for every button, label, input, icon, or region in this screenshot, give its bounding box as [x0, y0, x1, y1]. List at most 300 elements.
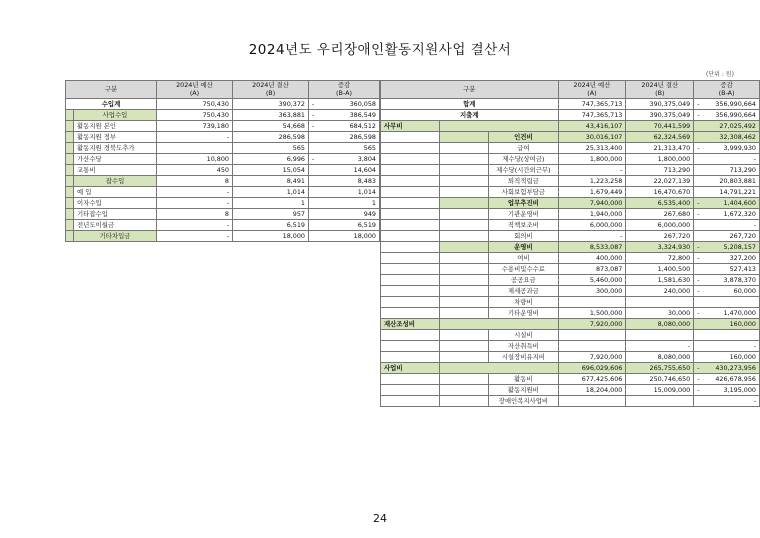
row-label: 인건비: [489, 132, 558, 143]
row-indent: [440, 209, 489, 220]
difference-value: 1,404,600: [723, 198, 756, 207]
budget-cell: 739,180: [157, 121, 233, 132]
budget-cell: [157, 143, 233, 154]
row-indent: [381, 154, 440, 165]
row-indent: [66, 209, 74, 220]
difference-value: 356,990,664: [715, 99, 756, 108]
budget-cell: 1,800,000: [558, 154, 626, 165]
budget-cell: 8: [157, 176, 233, 187]
row-indent: [66, 121, 74, 132]
labor-item-row: [381, 154, 760, 165]
minus-sign: -: [697, 363, 700, 372]
difference-value: 1,470,000: [723, 308, 756, 317]
row-indent: [381, 308, 440, 319]
difference-value: 3,804: [357, 154, 376, 163]
income-row: [66, 220, 380, 231]
income-row: [66, 165, 380, 176]
budget-cell: 5,460,000: [558, 275, 626, 286]
difference-value: 327,200: [729, 253, 756, 262]
difference-value: 713,290: [729, 165, 756, 174]
settlement-cell: [626, 330, 694, 341]
budget-cell: 450: [157, 165, 233, 176]
minus-sign: -: [697, 110, 700, 119]
labor-item-row: [381, 187, 760, 198]
asset-item-row: [381, 352, 760, 363]
difference-cell: [694, 132, 760, 143]
difference-cell: [309, 99, 380, 110]
header-difference: 증감 (B-A): [694, 81, 760, 99]
difference-value: 3,195,000: [723, 385, 756, 394]
budget-cell: [558, 330, 626, 341]
budget-cell: 677,425,606: [558, 374, 626, 385]
difference-cell: [309, 220, 380, 231]
header-budget: 2024년 예산 (A): [558, 81, 626, 99]
row-indent: [381, 242, 440, 253]
budget-cell: -: [157, 198, 233, 209]
settlement-cell: 363,881: [233, 110, 309, 121]
row-label: 활동지원비: [489, 385, 558, 396]
row-indent: [381, 396, 440, 407]
settlement-cell: 72,800: [626, 253, 694, 264]
income-row: [66, 154, 380, 165]
settlement-cell: [626, 396, 694, 407]
row-indent: [381, 275, 440, 286]
budget-cell: 873,087: [558, 264, 626, 275]
budget-cell: 8,533,087: [558, 242, 626, 253]
promo-item-row: [381, 220, 760, 231]
row-label: 사회보험부담금: [489, 187, 558, 198]
row-label: 자산취득비: [489, 341, 558, 352]
row-indent: [440, 275, 489, 286]
budget-cell: [558, 341, 626, 352]
difference-value: 3,999,930: [723, 143, 756, 152]
settlement-cell: 1,800,000: [626, 154, 694, 165]
budget-cell: 747,365,713: [558, 99, 626, 110]
header-category: 구분: [66, 81, 157, 99]
difference-value: 1,672,320: [723, 209, 756, 218]
row-blank: [440, 121, 558, 132]
difference-value: 18,000: [353, 231, 376, 240]
row-indent: [381, 209, 440, 220]
difference-cell: [694, 242, 760, 253]
expense-total-row: [381, 110, 760, 121]
promo-row: [381, 198, 760, 209]
biz-row: [381, 363, 760, 374]
minus-sign: -: [697, 275, 700, 284]
row-indent: [381, 198, 440, 209]
difference-cell: [694, 99, 760, 110]
row-indent: [381, 231, 440, 242]
settlement-cell: 6,535,400: [626, 198, 694, 209]
minus-sign: -: [697, 143, 700, 152]
asset-row: [381, 319, 760, 330]
settlement-cell: 565: [233, 143, 309, 154]
difference-cell: [694, 396, 760, 407]
budget-cell: [558, 297, 626, 308]
difference-value: 426,678,956: [715, 374, 756, 383]
row-label: 사무비: [381, 121, 440, 132]
expense-table: [380, 80, 760, 407]
settlement-cell: 18,000: [233, 231, 309, 242]
settlement-cell: 6,996: [233, 154, 309, 165]
budget-cell: -: [157, 220, 233, 231]
settlement-cell: 390,375,049: [626, 110, 694, 121]
row-label: 활동비: [489, 374, 558, 385]
oper-row: [381, 242, 760, 253]
difference-cell: [694, 176, 760, 187]
row-indent: [440, 297, 489, 308]
budget-cell: 1,223,258: [558, 176, 626, 187]
difference-value: -: [753, 341, 756, 350]
row-label: 제세공과금: [489, 286, 558, 297]
difference-cell: [694, 297, 760, 308]
oper-item-row: [381, 286, 760, 297]
budget-cell: 750,430: [157, 99, 233, 110]
settlement-cell: 8,491: [233, 176, 309, 187]
row-indent: [440, 286, 489, 297]
row-indent: [440, 143, 489, 154]
settlement-cell: 1: [233, 198, 309, 209]
labor-item-row: [381, 143, 760, 154]
expense-header-row: [381, 81, 760, 99]
difference-value: 360,058: [349, 99, 376, 108]
budget-cell: -: [157, 132, 233, 143]
difference-value: 8,483: [357, 176, 376, 185]
row-label: 제수당(상여금): [489, 154, 558, 165]
minus-sign: -: [697, 286, 700, 295]
difference-value: -: [753, 396, 756, 405]
settlement-cell: 267,680: [626, 209, 694, 220]
row-indent: [381, 165, 440, 176]
row-label: 가산수당: [74, 154, 157, 165]
difference-value: 949: [363, 209, 376, 218]
difference-cell: [694, 220, 760, 231]
budget-cell: 18,204,000: [558, 385, 626, 396]
difference-value: 565: [363, 143, 376, 152]
row-blank: [440, 319, 558, 330]
row-label: 기관운영비: [489, 209, 558, 220]
difference-cell: [694, 154, 760, 165]
row-indent: [381, 374, 440, 385]
row-indent: [66, 198, 74, 209]
budget-cell: 7,940,000: [558, 198, 626, 209]
settlement-cell: 265,755,650: [626, 363, 694, 374]
difference-cell: [309, 165, 380, 176]
budget-cell: -: [558, 231, 626, 242]
row-label: 기타운영비: [489, 308, 558, 319]
difference-value: 386,549: [349, 110, 376, 119]
promo-item-row: [381, 231, 760, 242]
budget-cell: -: [157, 231, 233, 242]
settlement-cell: 30,000: [626, 308, 694, 319]
budget-cell: 8: [157, 209, 233, 220]
row-label: 재산조성비: [381, 319, 440, 330]
row-indent: [440, 374, 489, 385]
row-label: 직책보조비: [489, 220, 558, 231]
minus-sign: -: [697, 253, 700, 262]
row-indent: [66, 165, 74, 176]
minus-sign: -: [697, 198, 700, 207]
minus-sign: -: [697, 209, 700, 218]
row-label: 이자수입: [74, 198, 157, 209]
unit-note: (단위 : 원): [706, 71, 734, 78]
minus-sign: -: [312, 154, 315, 163]
budget-cell: -: [157, 187, 233, 198]
budget-cell: 25,313,400: [558, 143, 626, 154]
difference-value: -: [753, 220, 756, 229]
difference-value: 6,519: [357, 220, 376, 229]
row-indent: [440, 154, 489, 165]
asset-item-row: [381, 330, 760, 341]
settlement-cell: 267,720: [626, 231, 694, 242]
row-label: 수입계: [66, 99, 157, 110]
difference-value: 1: [371, 198, 376, 207]
difference-cell: [309, 132, 380, 143]
settlement-cell: 957: [233, 209, 309, 220]
row-label: 예 입: [74, 187, 157, 198]
row-indent: [381, 253, 440, 264]
difference-value: 684,512: [349, 121, 376, 130]
row-indent: [440, 132, 489, 143]
difference-cell: [309, 121, 380, 132]
difference-cell: [694, 110, 760, 121]
difference-cell: [694, 231, 760, 242]
row-indent: [440, 231, 489, 242]
income-row: [66, 231, 380, 242]
row-indent: [381, 176, 440, 187]
settlement-cell: 62,324,569: [626, 132, 694, 143]
difference-value: 60,000: [733, 286, 756, 295]
row-label: 사업수입: [74, 110, 157, 121]
row-indent: [381, 330, 440, 341]
settlement-cell: 8,080,000: [626, 319, 694, 330]
labor-item-row: [381, 176, 760, 187]
income-table: [65, 80, 380, 242]
difference-cell: [309, 209, 380, 220]
settlement-cell: 286,598: [233, 132, 309, 143]
row-label: 교통비: [74, 165, 157, 176]
difference-cell: [694, 330, 760, 341]
difference-cell: [694, 253, 760, 264]
header-settlement: 2024년 결산 (B): [626, 81, 694, 99]
row-indent: [66, 176, 74, 187]
settlement-cell: [626, 297, 694, 308]
settlement-cell: 8,080,000: [626, 352, 694, 363]
oper-item-row: [381, 308, 760, 319]
difference-value: 286,598: [349, 132, 376, 141]
settlement-cell: 240,000: [626, 286, 694, 297]
row-indent: [381, 264, 440, 275]
row-indent: [66, 231, 74, 242]
settlement-cell: 390,375,049: [626, 99, 694, 110]
income-row: [66, 110, 380, 121]
document-title: 2024년도 우리장애인활동지원사업 결산서: [248, 42, 512, 58]
difference-cell: [694, 209, 760, 220]
row-indent: [440, 165, 489, 176]
income-row: [66, 132, 380, 143]
settlement-cell: 6,000,000: [626, 220, 694, 231]
row-label: 기타잡수입: [74, 209, 157, 220]
budget-cell: 7,920,000: [558, 319, 626, 330]
row-indent: [66, 187, 74, 198]
row-indent: [66, 143, 74, 154]
difference-cell: [694, 308, 760, 319]
budget-cell: 7,920,000: [558, 352, 626, 363]
budget-cell: [558, 396, 626, 407]
row-label: 공공요금: [489, 275, 558, 286]
difference-cell: [309, 176, 380, 187]
asset-item-row: [381, 341, 760, 352]
row-label: 업무추진비: [489, 198, 558, 209]
oper-item-row: [381, 297, 760, 308]
row-indent: [440, 253, 489, 264]
budget-cell: 696,029,606: [558, 363, 626, 374]
difference-cell: [694, 198, 760, 209]
budget-cell: 30,016,107: [558, 132, 626, 143]
budget-cell: 300,000: [558, 286, 626, 297]
row-indent: [381, 352, 440, 363]
difference-cell: [694, 286, 760, 297]
settlement-cell: 6,519: [233, 220, 309, 231]
row-label: 기타차입금: [74, 231, 157, 242]
row-indent: [440, 264, 489, 275]
settlement-cell: 1,400,500: [626, 264, 694, 275]
row-indent: [440, 385, 489, 396]
row-label: 합계: [381, 99, 559, 110]
row-label: 제수당(시간외근무): [489, 165, 558, 176]
labor-row: [381, 132, 760, 143]
difference-value: 527,413: [729, 264, 756, 273]
oper-item-row: [381, 253, 760, 264]
difference-value: 267,720: [729, 231, 756, 240]
settlement-cell: 1,014: [233, 187, 309, 198]
row-indent: [381, 286, 440, 297]
difference-cell: [309, 143, 380, 154]
page-number: 24: [373, 512, 387, 525]
row-indent: [381, 187, 440, 198]
difference-value: 14,791,221: [719, 187, 756, 196]
income-row: [66, 176, 380, 187]
row-label: 수용비및수수료: [489, 264, 558, 275]
minus-sign: -: [697, 242, 700, 251]
budget-cell: 750,430: [157, 110, 233, 121]
header-category: 구분: [381, 81, 559, 99]
difference-cell: [694, 385, 760, 396]
oper-item-row: [381, 264, 760, 275]
row-label: 급여: [489, 143, 558, 154]
difference-value: 5,208,157: [723, 242, 756, 251]
row-label: 시설비: [489, 330, 558, 341]
settlement-cell: 21,313,470: [626, 143, 694, 154]
budget-cell: 747,365,713: [558, 110, 626, 121]
row-indent: [440, 176, 489, 187]
row-indent: [66, 154, 74, 165]
row-label: 시설장비유지비: [489, 352, 558, 363]
difference-cell: [694, 143, 760, 154]
minus-sign: -: [697, 374, 700, 383]
difference-cell: [694, 165, 760, 176]
row-indent: [440, 308, 489, 319]
budget-cell: 43,416,107: [558, 121, 626, 132]
row-label: 차량비: [489, 297, 558, 308]
office-row: [381, 121, 760, 132]
income-row: [66, 143, 380, 154]
difference-value: 160,000: [729, 319, 756, 328]
minus-sign: -: [697, 385, 700, 394]
difference-value: 356,990,664: [715, 110, 756, 119]
header-budget: 2024년 예산 (A): [157, 81, 233, 99]
settlement-cell: 54,668: [233, 121, 309, 132]
budget-cell: 1,500,000: [558, 308, 626, 319]
difference-value: 430,273,956: [715, 363, 756, 372]
difference-cell: [694, 121, 760, 132]
budget-cell: 1,940,000: [558, 209, 626, 220]
row-label: 잡수입: [74, 176, 157, 187]
difference-cell: [309, 154, 380, 165]
budget-cell: 400,000: [558, 253, 626, 264]
minus-sign: -: [312, 110, 315, 119]
difference-cell: [694, 363, 760, 374]
difference-cell: [309, 110, 380, 121]
row-indent: [440, 396, 489, 407]
income-header-row: [66, 81, 380, 99]
settlement-cell: 70,441,599: [626, 121, 694, 132]
minus-sign: -: [697, 308, 700, 317]
row-indent: [381, 220, 440, 231]
row-label: 운영비: [489, 242, 558, 253]
income-row: [66, 187, 380, 198]
difference-value: 160,000: [729, 352, 756, 361]
income-row: [66, 121, 380, 132]
difference-cell: [309, 198, 380, 209]
difference-value: 32,308,462: [719, 132, 756, 141]
row-indent: [440, 187, 489, 198]
row-indent: [440, 242, 489, 253]
settlement-cell: 390,372: [233, 99, 309, 110]
settlement-cell: 15,009,000: [626, 385, 694, 396]
difference-cell: [694, 374, 760, 385]
row-indent: [381, 297, 440, 308]
difference-cell: [694, 264, 760, 275]
row-label: 지출계: [381, 110, 559, 121]
difference-cell: [694, 187, 760, 198]
row-indent: [66, 132, 74, 143]
budget-cell: 10,800: [157, 154, 233, 165]
row-label: 퇴직적립금: [489, 176, 558, 187]
income-row: [66, 99, 380, 110]
settlement-cell: 22,027,139: [626, 176, 694, 187]
row-label: 장애인복지사업비: [489, 396, 558, 407]
difference-cell: [309, 231, 380, 242]
row-indent: [66, 110, 74, 121]
budget-cell: 6,000,000: [558, 220, 626, 231]
settlement-cell: 16,470,670: [626, 187, 694, 198]
minus-sign: -: [312, 121, 315, 130]
settlement-cell: 713,290: [626, 165, 694, 176]
settlement-cell: 250,746,650: [626, 374, 694, 385]
budget-cell: -: [558, 165, 626, 176]
row-label: 여비: [489, 253, 558, 264]
difference-cell: [694, 319, 760, 330]
row-indent: [381, 385, 440, 396]
row-indent: [440, 330, 489, 341]
row-label: 회의비: [489, 231, 558, 242]
income-row: [66, 198, 380, 209]
biz-item-row: [381, 374, 760, 385]
difference-value: 20,803,881: [719, 176, 756, 185]
settlement-cell: 1,581,630: [626, 275, 694, 286]
labor-item-row: [381, 165, 760, 176]
